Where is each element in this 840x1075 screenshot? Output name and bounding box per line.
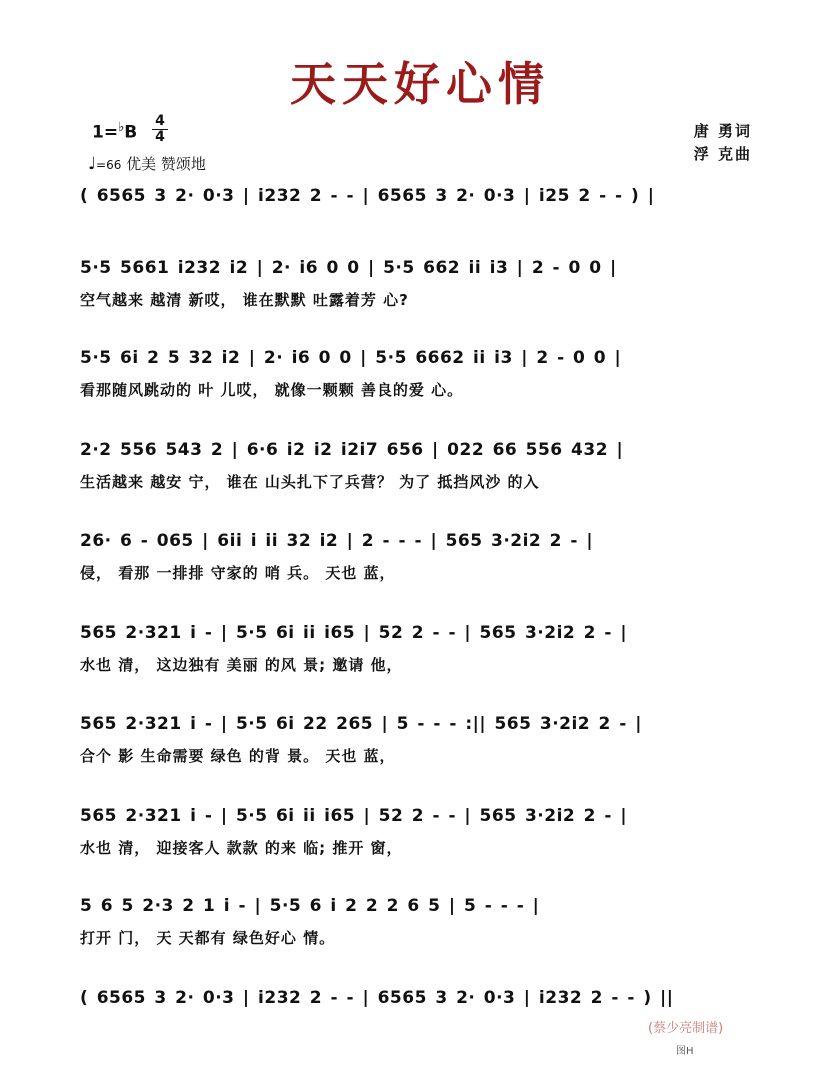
composer-credit: 浮 克曲 xyxy=(693,145,752,163)
flat-symbol: ♭ xyxy=(118,120,125,135)
quarter-note-icon: ♩ xyxy=(88,154,97,174)
notation-row: 565 2·321 i - | 5·5 6i 22 265 | 5 - - - :|| 565 3·2i2 2 - | xyxy=(80,714,642,734)
song-title: 天天好心情 xyxy=(290,57,550,111)
tempo-marking xyxy=(88,153,206,174)
notation-row: 26· 6 - 065 | 6ii i ii 32 i2 | 2 - - - | 565 3·2i2 2 - | xyxy=(80,531,594,551)
notation-row: 565 2·321 i - | 5·5 6i ii i65 | 52 2 - - | 565 3·2i2 2 - | xyxy=(80,806,628,826)
key-note: B xyxy=(124,122,138,143)
score-line-7 xyxy=(80,711,760,767)
time-signature-bottom: 4 xyxy=(155,129,165,145)
time-signature xyxy=(152,115,168,144)
lyrics-row: 打开 门， 天 天都有 绿色好心 情。 xyxy=(80,929,336,947)
lyrics-row: 侵， 看那 一排排 守家的 哨 兵。 天也 蓝， xyxy=(80,564,396,582)
score-line-5 xyxy=(80,528,760,584)
score-line-3 xyxy=(80,345,760,401)
score-line-10 xyxy=(80,985,760,1011)
score-line-4 xyxy=(80,437,760,493)
tempo-bpm: =66 xyxy=(96,158,122,172)
lyrics-row: 生活越来 越安 宁， 谁在 山头扎下了兵营？ 为了 抵挡风沙 的入 xyxy=(80,473,540,491)
arranger-watermark: (蔡少亮制谱) xyxy=(648,1021,724,1036)
lyrics-row: 水也 清， 迎接客人 款款 的来 临; 推开 窗， xyxy=(80,839,403,857)
notation-row: 2·2 556 543 2 | 6·6 i2 i2 i2i7 656 | 022 66 556 432 | xyxy=(80,440,624,460)
lyrics-row: 看那随风跳动的 叶 儿哎， 就像一颗颗 善良的爱 心。 xyxy=(80,381,464,399)
lyrics-row: 空气越来 越清 新哎， 谁在默默 吐露着芳 心? xyxy=(80,291,409,309)
notation-row: 5 6 5 2·3 2 1 i - | 5·5 6 i 2 2 2 6 5 | 5 - - - | xyxy=(80,896,540,916)
score-line-9 xyxy=(80,893,760,949)
lyrics-row: 水也 清， 这边独有 美丽 的风 景; 邀请 他， xyxy=(80,656,403,674)
notation-row: ( 6565 3 2· 0·3 | i232 2 - - | 6565 3 2· 0·3 | i232 2 - - ) || xyxy=(80,988,674,1008)
corner-stamp: 图H xyxy=(676,1046,694,1057)
key-signature xyxy=(92,120,137,143)
key-label: 1= xyxy=(92,122,119,143)
notation-row: 5·5 6i 2 5 32 i2 | 2· i6 0 0 | 5·5 6662 ii i3 | 2 - 0 0 | xyxy=(80,348,622,368)
tempo-expression: 优美 赞颂地 xyxy=(126,155,206,173)
notation-row: 565 2·321 i - | 5·5 6i ii i65 | 52 2 - - | 565 3·2i2 2 - | xyxy=(80,623,628,643)
lyrics-row: 合个 影 生命需要 绿色 的背 景。 天也 蓝， xyxy=(80,747,396,765)
score-line-1 xyxy=(80,183,760,209)
score-line-2 xyxy=(80,255,760,311)
score-line-6 xyxy=(80,620,760,676)
time-signature-top: 4 xyxy=(155,113,165,129)
notation-row: ( 6565 3 2· 0·3 | i232 2 - - | 6565 3 2· 0·3 | i25 2 - - ) | xyxy=(80,186,655,206)
notation-row: 5·5 5661 i232 i2 | 2· i6 0 0 | 5·5 662 ii i3 | 2 - 0 0 | xyxy=(80,258,617,278)
score-line-8 xyxy=(80,803,760,859)
lyricist-credit: 唐 勇词 xyxy=(693,122,752,140)
